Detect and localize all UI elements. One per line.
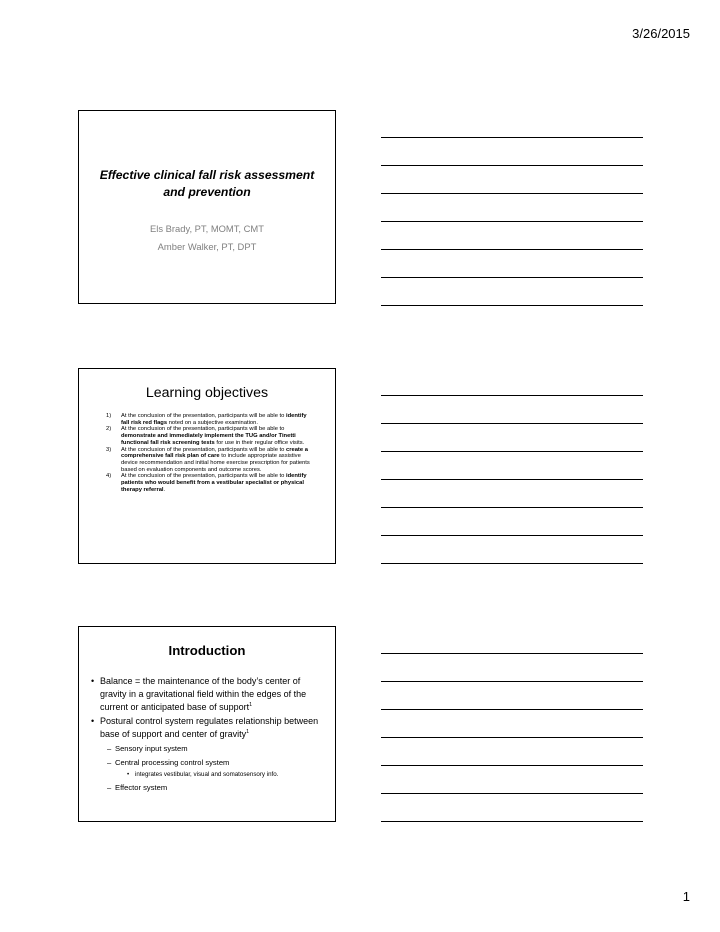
- note-line: [381, 137, 643, 138]
- sub-bullet-item: [88, 742, 329, 755]
- note-line: [381, 305, 643, 306]
- citation-superscript: 1: [246, 728, 250, 735]
- objective-number: 3): [106, 446, 112, 453]
- slide-introduction: [78, 626, 336, 822]
- note-line: [381, 277, 643, 278]
- objective-bold-text: demonstrate and immediately implement the TUG and/or Tinetti functional fall risk screening tests: [121, 433, 296, 446]
- objective-number: 4): [106, 473, 112, 480]
- objective-bold-text: identify fall risk red flags: [121, 413, 307, 426]
- note-line: [381, 653, 643, 654]
- sub-bullet-item: [88, 756, 329, 769]
- sub-bullet-item: [88, 781, 329, 794]
- bullet-item: [88, 715, 329, 741]
- objective-bold-text: create a comprehensive fall risk plan of care: [121, 446, 308, 460]
- note-line: [381, 451, 643, 452]
- note-line: [381, 479, 643, 480]
- author-2: Amber Walker, PT, DPT: [157, 241, 257, 252]
- dash-marker: –: [107, 758, 112, 768]
- slide-title-line-1: Effective clinical fall risk assessment: [99, 168, 315, 182]
- bullet-item: [88, 675, 329, 715]
- note-line: [381, 821, 643, 822]
- objective-number: 1): [106, 413, 112, 419]
- bullet-marker: •: [127, 771, 130, 779]
- objective-item: [99, 447, 315, 474]
- objective-text: to include appropriate assistive device recommendation and initial home exercise prescription for patients based on evaluation components and outcome scores.: [121, 453, 310, 473]
- note-line: [381, 793, 643, 794]
- note-line: [381, 681, 643, 682]
- bullet-marker: •: [91, 715, 95, 726]
- note-line: [381, 423, 643, 424]
- note-line: [381, 765, 643, 766]
- objective-text: for use in their regular office visits.: [214, 439, 305, 446]
- objective-number: 2): [106, 426, 112, 433]
- objective-text: At the conclusion of the presentation, participants will be able to: [121, 413, 286, 419]
- note-line: [381, 563, 643, 564]
- objective-item: [99, 426, 315, 446]
- author-1: Els Brady, PT, MOMT, CMT: [150, 223, 264, 234]
- dash-marker: –: [107, 744, 112, 754]
- sub-sub-bullet-item: [88, 769, 329, 780]
- slide-title-card: [78, 110, 336, 304]
- slide-learning-objectives: [78, 368, 336, 564]
- bullet-text: Balance = the maintenance of the body’s center of gravity in a gravitational field within the edges of the current or anticipated base of support: [100, 676, 307, 713]
- sub-bullet-text: Effector system: [115, 783, 168, 793]
- note-line: [381, 395, 643, 396]
- objective-text: At the conclusion of the presentation, participants will be able to: [121, 446, 286, 453]
- bullet-marker: •: [91, 676, 95, 686]
- objective-bold-text: identify patients who would benefit from a vestibular specialist or physical therapy referral: [121, 473, 307, 493]
- sub-sub-bullet-text: integrates vestibular, visual and somatosensory info.: [135, 771, 279, 779]
- objective-text: At the conclusion of the presentation, participants will be able to: [121, 473, 286, 480]
- note-line: [381, 193, 643, 194]
- page-number: 1: [682, 889, 690, 904]
- dash-marker: –: [107, 783, 112, 793]
- slide-title: Learning objectives: [145, 385, 269, 401]
- introduction-content: [88, 675, 329, 794]
- note-line: [381, 165, 643, 166]
- note-line: [381, 507, 643, 508]
- note-line: [381, 535, 643, 536]
- objective-item: [99, 473, 315, 493]
- objective-text: .: [163, 486, 166, 493]
- slide-title-line-2: and prevention: [163, 185, 251, 199]
- objective-text: At the conclusion of the presentation, participants will be able to: [121, 426, 285, 433]
- sub-bullet-text: Central processing control system: [115, 758, 230, 768]
- bullet-text: Postural control system regulates relationship between base of support and center of gravity: [100, 715, 319, 739]
- note-line: [381, 221, 643, 222]
- citation-superscript: 1: [249, 702, 253, 709]
- objective-item: [99, 413, 315, 426]
- sub-bullet-text: Sensory input system: [115, 744, 188, 754]
- note-line: [381, 709, 643, 710]
- slide-title: Introduction: [168, 643, 246, 658]
- slide-title: [79, 167, 335, 201]
- header-date: 3/26/2015: [632, 26, 690, 41]
- note-line: [381, 249, 643, 250]
- objective-text: noted on a subjective examination.: [167, 419, 258, 426]
- note-line: [381, 737, 643, 738]
- objectives-list: [99, 413, 315, 493]
